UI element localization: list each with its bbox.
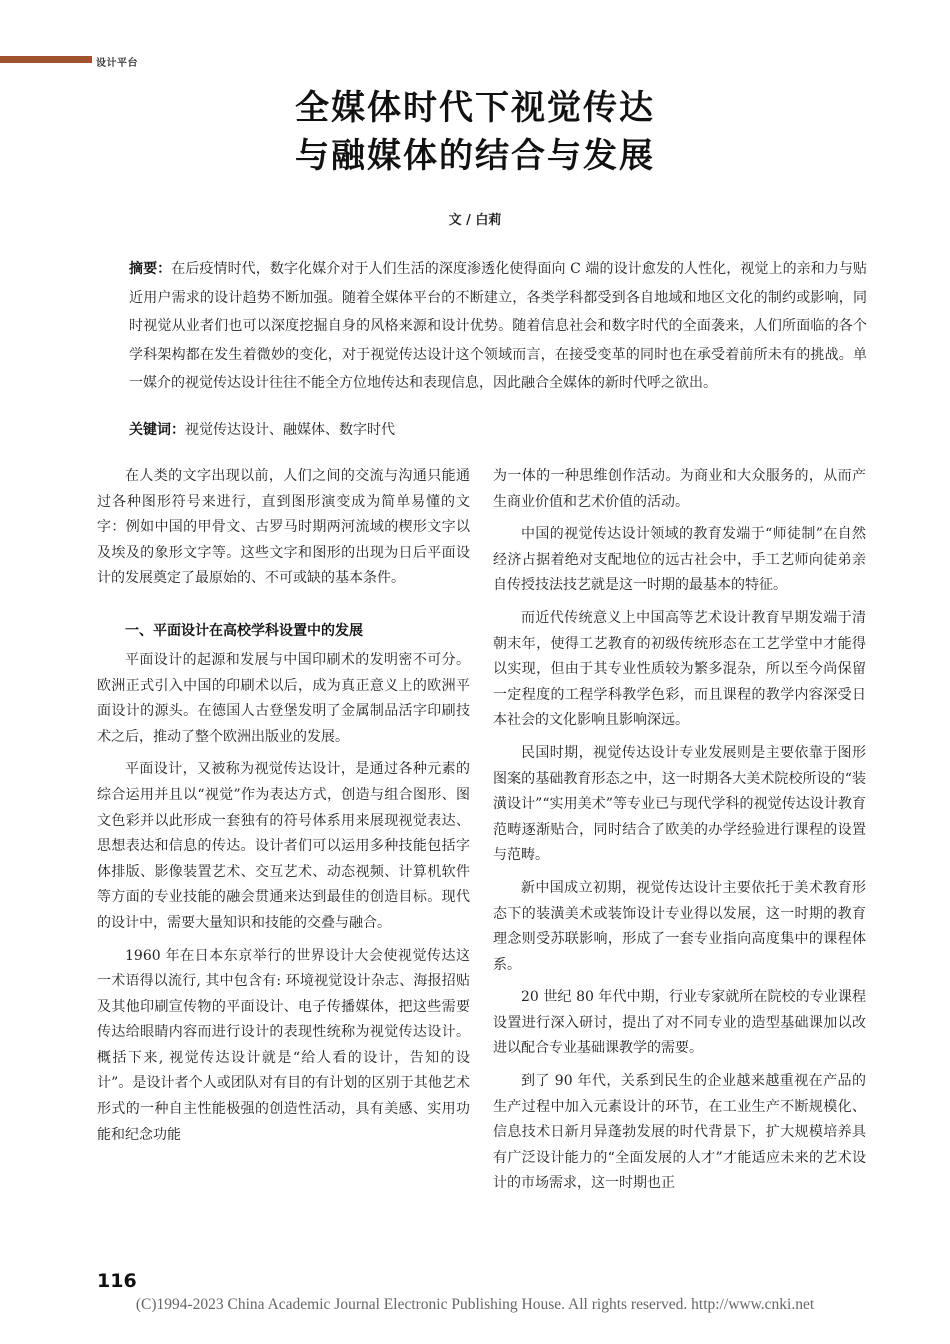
- body-paragraph: 到了 90 年代，关系到民生的企业越来越重视在产品的生产过程中加入元素设计的环节，在工业生产不断规模化、信息技术日新月异蓬勃发展的时代背景下，扩大规模培养具有广泛设计能力的“全面发展的人才”才能适应未来的艺术设计的市场需求，这一时期也正: [493, 1073, 866, 1192]
- body-paragraph: 民国时期，视觉传达设计专业发展则是主要依靠于图形图案的基础教育形态之中，这一时期各大美术院校所设的“装潢设计”“实用美术”等专业已与现代学科的视觉传达设计教育范畴逐渐贴合，同时结合了欧美的办学经验进行课程的设置与范畴。: [493, 744, 866, 864]
- header-accent-bar: [0, 56, 92, 63]
- keywords-text: 视觉传达设计、融媒体、数字时代: [185, 422, 395, 438]
- body-column-right: [493, 464, 866, 1204]
- body-paragraph: 中国的视觉传达设计领域的教育发端于“师徒制”在自然经济占据着绝对支配地位的远古社会中，手工艺师向徒弟亲自传授技法技艺就是这一时期的最基本的特征。: [493, 526, 866, 594]
- body-paragraph: 而近代传统意义上中国高等艺术设计教育早期发端于清朝末年，使得工艺教育的初级传统形态在工艺学堂中才能得以实现，但由于其专业性质较为繁多混杂，所以至今尚保留一定程度的工程学科教学色彩，而且课程的教学内容深受日本社会的文化影响且影响深远。: [493, 609, 866, 729]
- page-number: 116: [97, 1270, 137, 1292]
- keywords-label: 关键词：: [129, 422, 185, 438]
- keywords-block: [129, 416, 395, 444]
- article-author: 文 / 白莉: [448, 213, 502, 228]
- body-paragraph: 20 世纪 80 年代中期，行业专家就所在院校的专业课程设置进行深入研讨，提出了对不同专业的造型基础课加以改进以配合专业基础课教学的需要。: [493, 989, 866, 1057]
- article-title-line2: 与融媒体的结合与发展: [295, 136, 655, 176]
- body-paragraph: 在人类的文字出现以前，人们之间的交流与沟通只能通过各种图形符号来进行，直到图形演变成为简单易懂的文字：例如中国的甲骨文、古罗马时期两河流域的楔形文字以及埃及的象形文字等。这些文字和图形的出现为日后平面设计的发展奠定了最原始的、不可或缺的基本条件。: [97, 468, 470, 587]
- section-heading: 一、平面设计在高校学科设置中的发展: [125, 622, 363, 639]
- body-paragraph: 平面设计的起源和发展与中国印刷术的发明密不可分。欧洲正式引入中国的印刷术以后，成为真正意义上的欧洲平面设计的源头。在德国人古登堡发明了金属制品活字印刷技术之后，推动了整个欧洲出版业的发展。: [97, 651, 470, 745]
- body-column-left: [97, 464, 470, 1155]
- abstract-paragraph: [97, 255, 867, 398]
- abstract-block: [97, 255, 867, 398]
- article-title-line1: 全媒体时代下视觉传达: [295, 88, 655, 128]
- copyright-footer: (C)1994-2023 China Academic Journal Electronic Publishing House. All rights reserved. http://www.cnki.net: [135, 1296, 815, 1313]
- section-tag: 设计平台: [96, 58, 138, 69]
- abstract-label: 摘要：: [129, 261, 172, 277]
- abstract-text: 在后疫情时代，数字化媒介对于人们生活的深度渗透化使得面向 C 端的设计愈发的人性化，视觉上的亲和力与贴近用户需求的设计趋势不断加强。随着全媒体平台的不断建立，各类学科都受到各自地域和地区文化的制约或影响，同时视觉从业者们也可以深度挖掘自身的风格来源和设计优势。随着信息社会和数字时代的全面袭来，人们所面临的各个学科架构都在发生着微妙的变化，对于视觉传达设计这个领域而言，在接受变革的同时也在承受着前所未有的挑战。单一媒介的视觉传达设计往往不能全方位地传达和表现信息，因此融合全媒体的新时代呼之欲出。: [129, 261, 868, 392]
- body-paragraph: 新中国成立初期，视觉传达设计主要依托于美术教育形态下的装潢美术或装饰设计专业得以发展，这一时期的教育理念则受苏联影响，形成了一套专业指向高度集中的课程体系。: [493, 879, 866, 973]
- body-paragraph: 平面设计，又被称为视觉传达设计，是通过各种元素的综合运用并且以“视觉”作为表达方式，创造与组合图形、图文色彩并以此形成一套独有的符号体系用来展现视觉表达、思想表达和信息的传达。设计者们可以运用多种技能包括字体排版、影像装置艺术、交互艺术、动态视频、计算机软件等方面的专业技能的融会贯通来达到最佳的创造目标。现代的设计中，需要大量知识和技能的交叠与融合。: [97, 761, 470, 931]
- body-paragraph-continued: 为一体的一种思维创作活动。为商业和大众服务的，从而产生商业价值和艺术价值的活动。: [493, 468, 866, 510]
- body-paragraph: 1960 年在日本东京举行的世界设计大会使视觉传达这一术语得以流行, 其中包含有: 环境视觉设计杂志、海报招贴及其他印刷宣传物的平面设计、电子传播媒体，把这些需要传达给眼睛内容而进行设计的表现性统称为视觉传达设计。概括下来, 视觉传达设计就是“给人看的设计，告知的设计”。是设计者个人或团队对有目的有计划的区别于其他艺术形式的一种自主性能极强的创造性活动，具有美感、实用功能和纪念功能: [97, 947, 470, 1143]
